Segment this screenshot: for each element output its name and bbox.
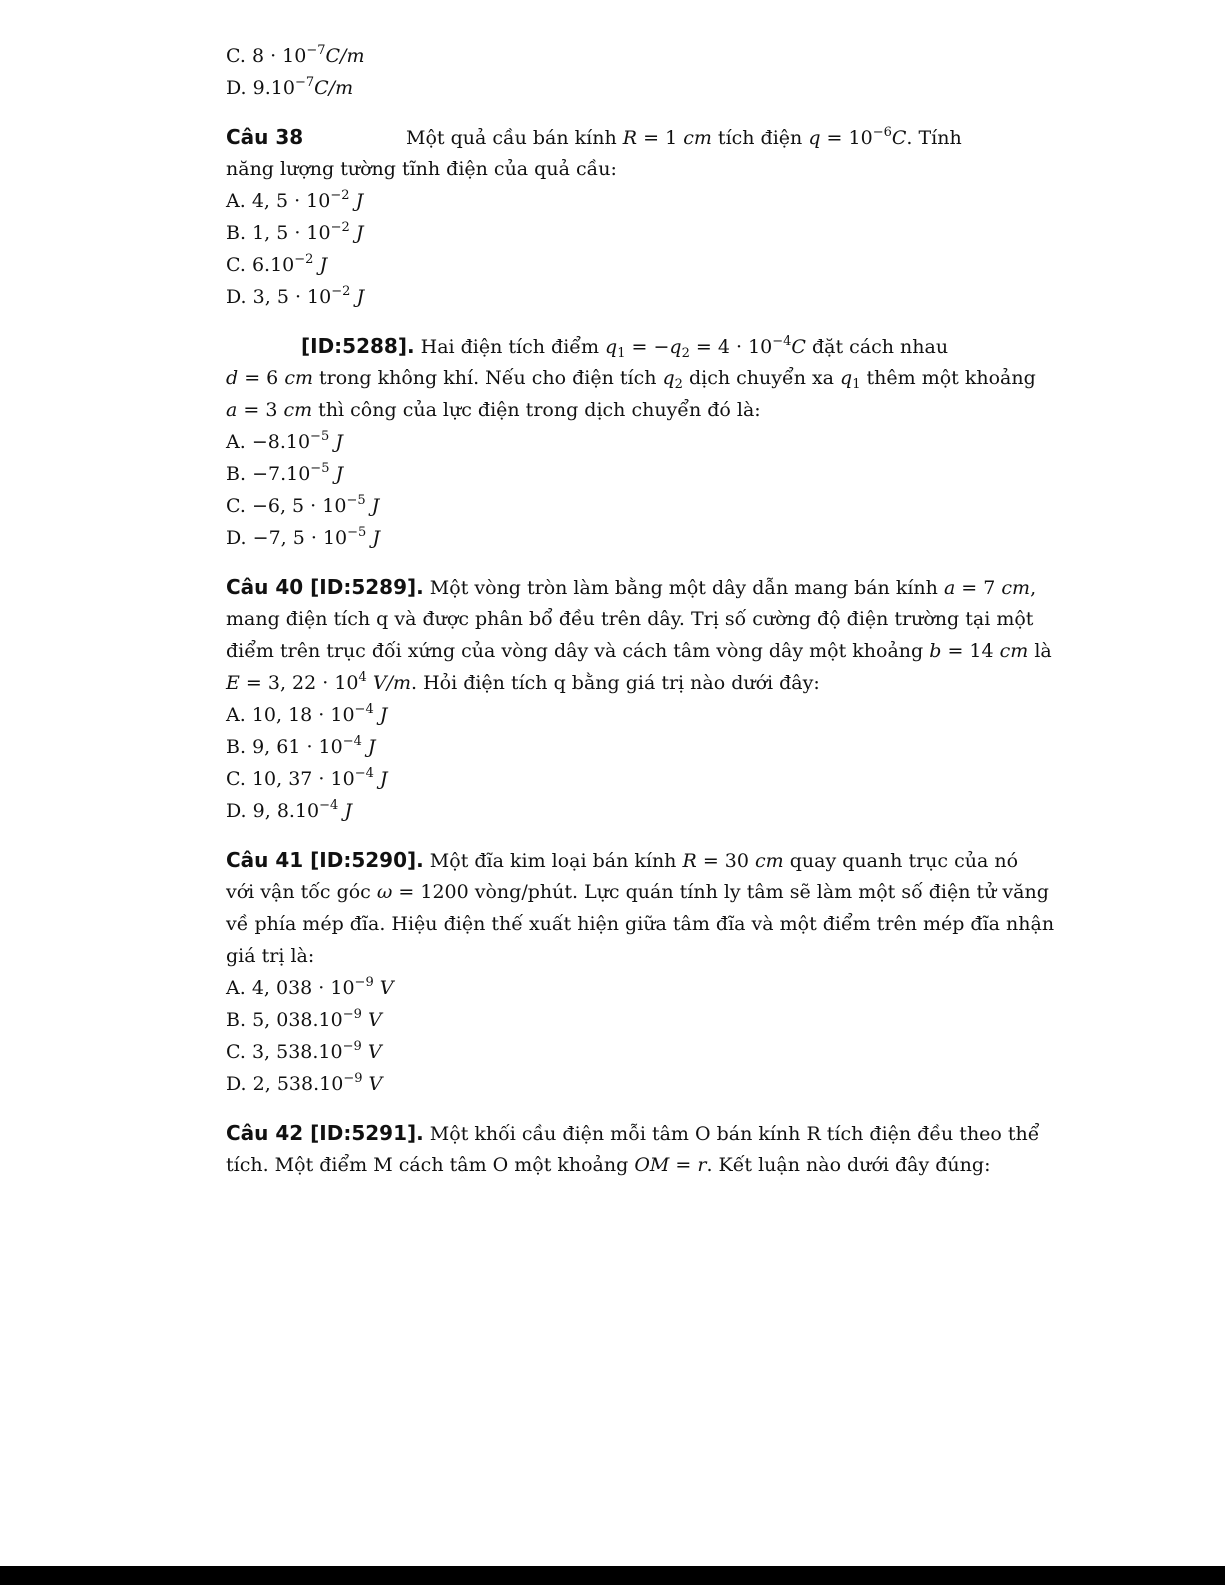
question-42-stem: Câu 42 [ID:5291]. Một khối cầu điện mỗi tâm O bán kính R tích điện đều theo thể [226, 1121, 1040, 1145]
document-page [226, 40, 1055, 1181]
question-41-stem: Câu 41 [ID:5290]. Một đĩa kim loại bán kính R = 30 cm quay quanh trục của nó [226, 848, 1019, 872]
option-d: D. 3, $5 \cdot 10^{-2}$ J [226, 284, 365, 308]
question-label: Câu 42 [ID:5291]. [226, 1121, 424, 1145]
question-38-stem: Câu 38 Một quả cầu bán kính R = 1 cm tích điện $q = 10^{-6}C$. Tính [226, 121, 966, 153]
option-c: C. −6, $5 \cdot 10^{-5}$ J [226, 493, 380, 517]
option-c: C. 3, $538.10^{-9}$ V [226, 1039, 382, 1063]
option-d: D. $9.10^{-7}C/m$ [226, 75, 354, 99]
option-b: B. 5, $038.10^{-9}$ V [226, 1007, 382, 1031]
question-39-stem-line3: a = 3 cm thì công của lực điện trong dịch chuyển đó là: [226, 399, 761, 421]
question-40-stem: Câu 40 [ID:5289]. Một vòng tròn làm bằng một dây dẫn mang bán kính a = 7 cm, [226, 575, 1037, 599]
option-d: D. 9, $8.10^{-4}$ J [226, 798, 352, 822]
option-b: B. 1, $5 \cdot 10^{-2}$ J [226, 220, 364, 244]
option-d: D. −7, $5 \cdot 10^{-5}$ J [226, 525, 380, 549]
question-38-stem-line2: năng lượng tường tĩnh điện của quả cầu: [226, 158, 617, 180]
question-40-stem-line2: mang điện tích q và được phân bổ đều trên dây. Trị số cường độ điện trường tại một [226, 608, 1034, 630]
question-label: Câu 38 [226, 125, 304, 149]
option-a: A. 10, $18 \cdot 10^{-4}$ J [226, 702, 388, 726]
option-b: B. 9, $61 \cdot 10^{-4}$ J [226, 734, 376, 758]
option-c: C. $8 \cdot 10^{-7}C/m$ [226, 43, 365, 67]
option-d: D. 2, $538.10^{-9}$ V [226, 1071, 383, 1095]
question-41-stem-line4: giá trị là: [226, 945, 315, 967]
question-label: Câu 40 [ID:5289]. [226, 575, 424, 599]
page-bottom-border [0, 1566, 1225, 1585]
option-c: C. 10, $37 \cdot 10^{-4}$ J [226, 766, 388, 790]
option-a: A. 4, $5 \cdot 10^{-2}$ J [226, 188, 364, 212]
option-b: B. $-7.10^{-5}$ J [226, 461, 344, 485]
question-40-stem-line3: điểm trên trục đối xứng của vòng dây và cách tâm vòng dây một khoảng b = 14 cm là [226, 640, 1052, 662]
option-a: A. $-8.10^{-5}$ J [226, 429, 343, 453]
question-40-stem-line4: E = 3, $22 \cdot 10^4$ V/m. Hỏi điện tích q bằng giá trị nào dưới đây: [226, 670, 820, 694]
question-39-stem-line2: d = 6 cm trong không khí. Nếu cho điện tích $q_2$ dịch chuyển xa $q_1$ thêm một khoảng [226, 367, 1036, 392]
question-41-stem-line3: về phía mép đĩa. Hiệu điện thế xuất hiện giữa tâm đĩa và một điểm trên mép đĩa nhận [226, 913, 1055, 935]
option-c: C. $6.10^{-2}$ J [226, 252, 328, 276]
question-39-stem: [ID:5288]. Hai điện tích điểm $q_1 = -q_2 = 4 \cdot 10^{-4}C$ đặt cách nhau [301, 334, 949, 361]
question-41-stem-line2: với vận tốc góc ω = 1200 vòng/phút. Lực quán tính ly tâm sẽ làm một số điện tử văng [226, 881, 1049, 903]
question-label: [ID:5288]. [301, 334, 415, 358]
question-42-stem-line2: tích. Một điểm M cách tâm O một khoảng OM = r. Kết luận nào dưới đây đúng: [226, 1154, 991, 1176]
option-a: A. 4, $038 \cdot 10^{-9}$ V [226, 975, 394, 999]
question-label: Câu 41 [ID:5290]. [226, 848, 424, 872]
